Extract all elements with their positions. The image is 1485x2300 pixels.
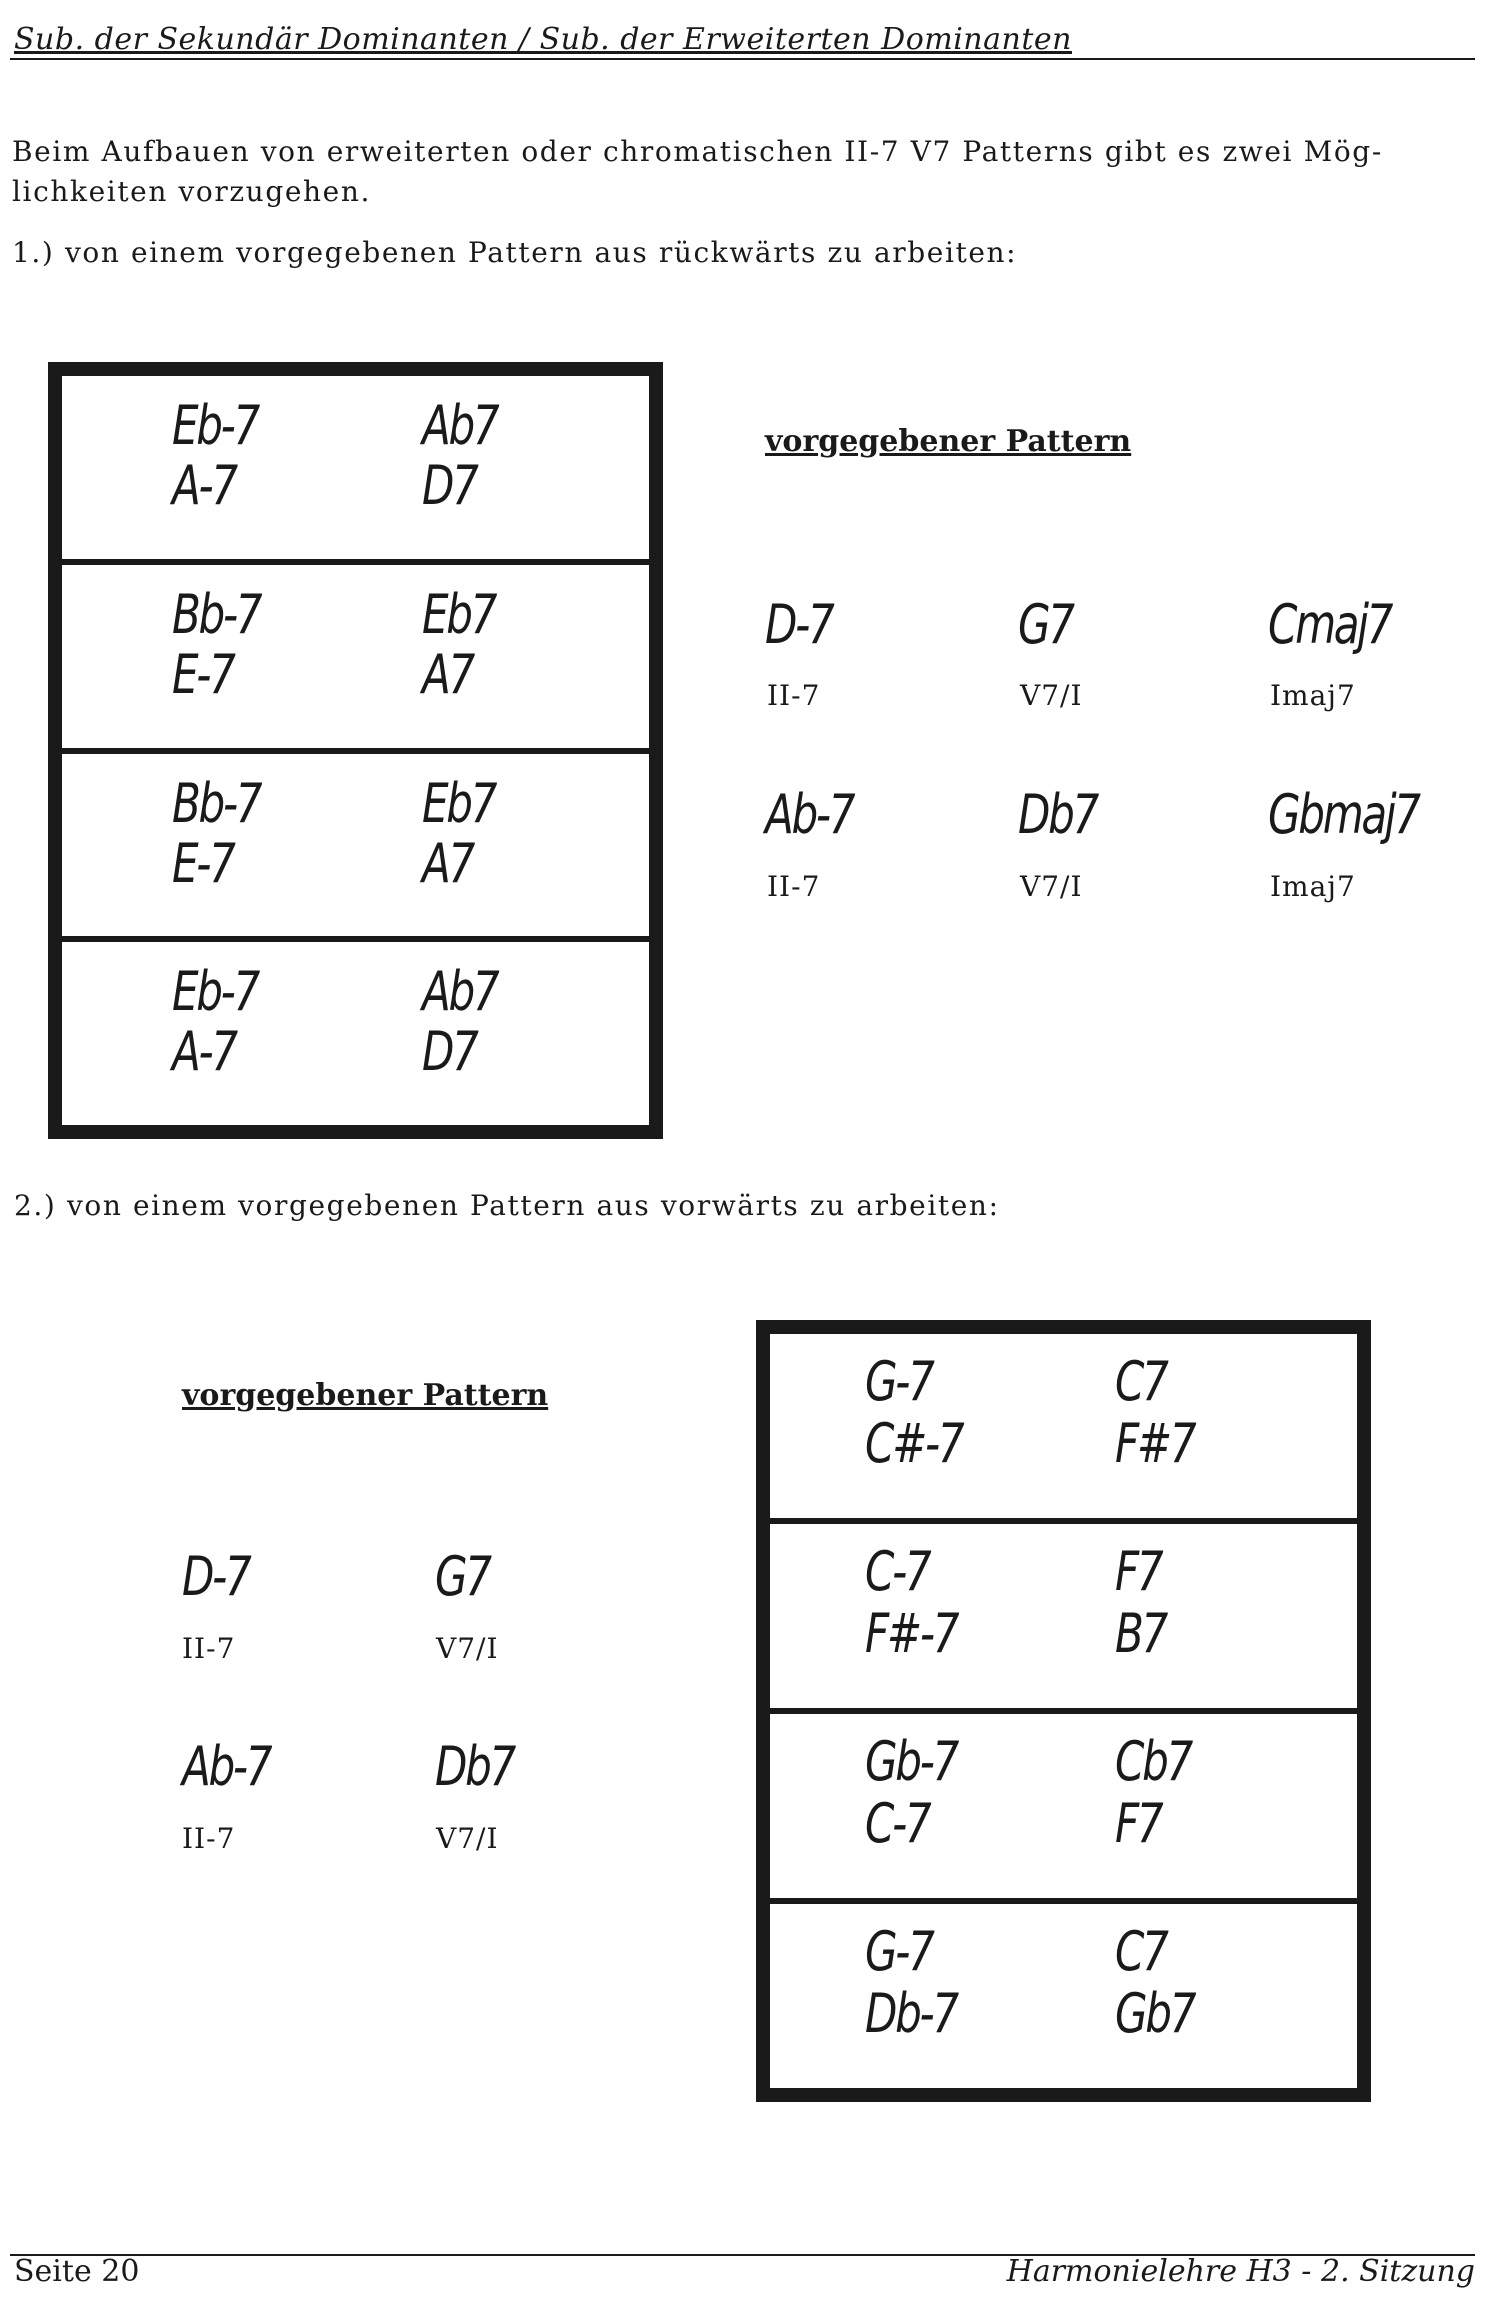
chord: G-7 [865, 1920, 933, 1983]
chord: Gb-7 [865, 1730, 958, 1793]
chord: D-7 [765, 593, 833, 656]
chord: Bb-7 [172, 582, 261, 646]
chord: C7 [1115, 1350, 1167, 1413]
chord: Ab-7 [765, 783, 854, 846]
box-1-cell-4 [62, 942, 649, 1125]
box-1-cell-3 [62, 754, 649, 937]
function-label: V7/I [436, 1822, 499, 1855]
box-1-cell-1 [62, 376, 649, 559]
chord: D7 [422, 454, 477, 517]
chord: Gb7 [1115, 1982, 1195, 2045]
chord: Cb7 [1115, 1730, 1191, 1793]
section-1-pattern-label: vorgegebener Pattern [765, 424, 1132, 459]
footer-course-title: Harmonielehre H3 - 2. Sitzung [1006, 2254, 1475, 2289]
chord: D7 [422, 1020, 477, 1084]
box-2-cell-1 [770, 1334, 1357, 1518]
chord: F7 [1115, 1540, 1162, 1603]
chord: Eb-7 [172, 394, 258, 457]
function-label: II-7 [182, 1632, 236, 1665]
chord: F7 [1115, 1792, 1162, 1855]
function-label: Imaj7 [1270, 679, 1356, 712]
chord: Bb-7 [172, 771, 261, 835]
chord: Db7 [1018, 783, 1097, 846]
section-1-chord-box [48, 362, 663, 1139]
box-2-cell-2 [770, 1524, 1357, 1708]
chord: C7 [1115, 1920, 1167, 1983]
chord: E-7 [172, 831, 234, 895]
chord: Ab7 [422, 960, 498, 1024]
chord: Db-7 [865, 1982, 957, 2045]
chord: A-7 [172, 454, 236, 517]
chord: D-7 [182, 1545, 250, 1608]
chord: G7 [1018, 593, 1073, 656]
chord: C#-7 [865, 1412, 963, 1475]
chord: C-7 [865, 1792, 930, 1855]
intro-line-2: lichkeiten vorzugehen. [12, 175, 371, 208]
section-2-pattern-label: vorgegebener Pattern [182, 1378, 549, 1413]
box-2-cell-3 [770, 1714, 1357, 1898]
chord: Eb7 [422, 582, 496, 646]
chord: Eb7 [422, 771, 496, 835]
header-rule [10, 58, 1475, 60]
chord: F#-7 [865, 1602, 958, 1665]
chord: G-7 [865, 1350, 933, 1413]
section-1-heading: 1.) von einem vorgegebenen Pattern aus rückwärts zu arbeiten: [12, 236, 1018, 269]
chord: Db7 [435, 1735, 514, 1798]
chord: Gbmaj7 [1268, 783, 1419, 846]
function-label: II-7 [767, 679, 821, 712]
chord: A7 [422, 831, 473, 895]
chord: Eb-7 [172, 960, 258, 1024]
chord: Cmaj7 [1268, 593, 1392, 656]
intro-line-1: Beim Aufbauen von erweiterten oder chromatischen II-7 V7 Patterns gibt es zwei Mög- [12, 135, 1383, 168]
chord: C-7 [865, 1540, 930, 1603]
chord: E-7 [172, 642, 234, 706]
section-2-chord-box [756, 1320, 1371, 2102]
chord: A-7 [172, 1020, 236, 1084]
function-label: V7/I [1020, 870, 1083, 903]
function-label: II-7 [767, 870, 821, 903]
chord: G7 [435, 1545, 490, 1608]
chord: A7 [422, 642, 473, 706]
chord: Ab-7 [182, 1735, 271, 1798]
footer-page-number: Seite 20 [14, 2254, 140, 2289]
function-label: Imaj7 [1270, 870, 1356, 903]
box-2-cell-4 [770, 1904, 1357, 2088]
function-label: II-7 [182, 1822, 236, 1855]
function-label: V7/I [1020, 679, 1083, 712]
box-1-cell-2 [62, 565, 649, 748]
chord: Ab7 [422, 394, 498, 457]
chord: B7 [1115, 1602, 1167, 1665]
intro-paragraph [12, 132, 1472, 212]
function-label: V7/I [436, 1632, 499, 1665]
chord: F#7 [1115, 1412, 1195, 1475]
page-header-title: Sub. der Sekundär Dominanten / Sub. der Erweiterten Dominanten [14, 22, 1072, 57]
section-2-heading: 2.) von einem vorgegebenen Pattern aus vorwärts zu arbeiten: [14, 1189, 1000, 1222]
